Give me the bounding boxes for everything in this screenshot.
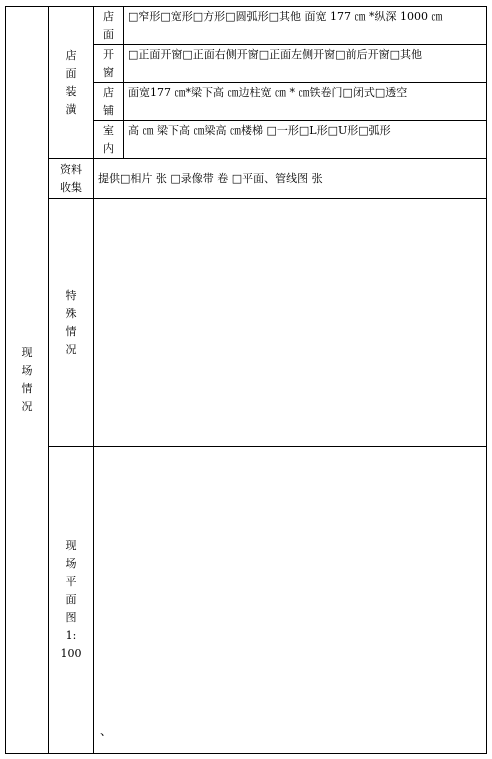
storefront-content: □窄形□宽形□方形□圆弧形□其他 面宽 177 ㎝ *纵深 1000 ㎝ [124, 7, 487, 45]
shop-content: 面宽177 ㎝*梁下高 ㎝边柱宽 ㎝ * ㎝铁卷门□闭式□透空 [124, 83, 487, 121]
materials-content: 提供□相片 张 □录像带 卷 □平面、管线图 张 [94, 159, 487, 199]
site-situation-label: 现 场 情 况 [6, 7, 49, 754]
window-content: □正面开窗□正面右侧开窗□正面左侧开窗□前后开窗□其他 [124, 45, 487, 83]
storefront-label: 店 面 [94, 7, 124, 45]
materials-label: 资料 收集 [49, 159, 94, 199]
plan-mark: 、 [100, 724, 113, 738]
window-label: 开 窗 [94, 45, 124, 83]
shop-label: 店 铺 [94, 83, 124, 121]
site-survey-table [5, 6, 487, 754]
site-plan-label: 现 场 平 面 图 1: 100 [49, 447, 94, 754]
store-decoration-label: 店 面 装 潢 [49, 7, 94, 159]
special-situation-content [94, 199, 487, 447]
interior-label: 室 内 [94, 121, 124, 159]
interior-content: 高 ㎝ 梁下高 ㎝梁高 ㎝楼梯 □一形□L形□U形□弧形 [124, 121, 487, 159]
site-plan-area [94, 447, 487, 754]
special-situation-label: 特 殊 情 况 [49, 199, 94, 447]
